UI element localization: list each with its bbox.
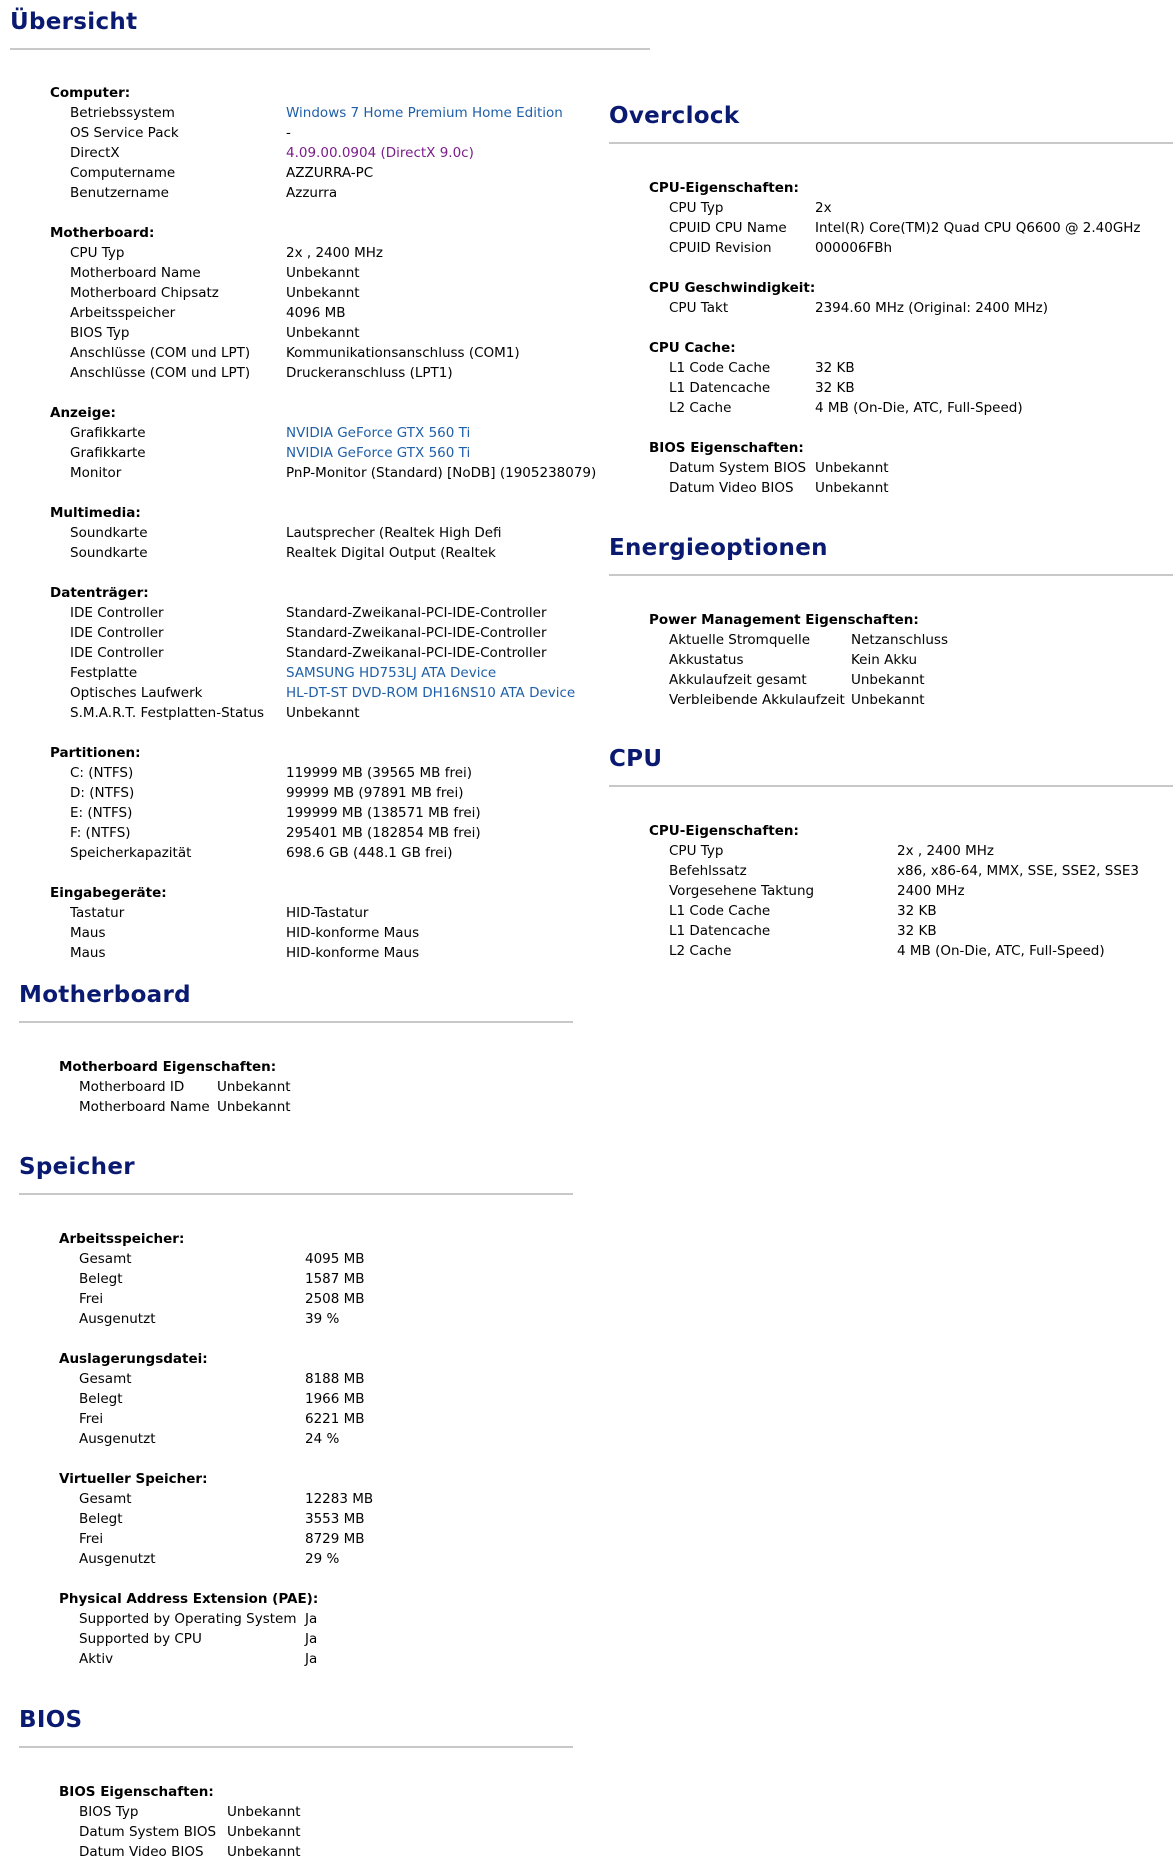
property-table: [59, 1369, 365, 1449]
property-row: [59, 1369, 365, 1389]
property-row: [649, 378, 1023, 398]
property-value: 698.6 GB (448.1 GB frei): [286, 845, 453, 861]
property-label: Maus: [70, 945, 106, 961]
property-label: Frei: [79, 1531, 104, 1547]
section-body: [609, 610, 1173, 710]
property-row: [50, 703, 575, 723]
property-row: [50, 543, 502, 563]
property-value: Realtek Digital Output (Realtek: [286, 545, 496, 561]
property-row: [50, 623, 575, 643]
property-row: [649, 398, 1023, 418]
property-value: Ja: [305, 1631, 318, 1647]
property-value: Standard-Zweikanal-PCI-IDE-Controller: [286, 625, 547, 641]
property-table: [59, 1609, 317, 1669]
property-label: Betriebssystem: [70, 105, 175, 121]
property-row: [50, 463, 596, 483]
group-title-bios-eigenschaften: BIOS Eigenschaften:: [59, 1784, 214, 1800]
property-value: HID-konforme Maus: [286, 925, 420, 941]
property-label: Befehlssatz: [669, 863, 747, 879]
section-title-bios: BIOS: [19, 1707, 83, 1733]
property-label: Frei: [79, 1291, 104, 1307]
group-spacer: [649, 258, 1173, 278]
property-row: [649, 298, 1048, 318]
property-table: [649, 358, 1023, 418]
property-label: Grafikkarte: [70, 425, 146, 441]
section-divider: [19, 1193, 573, 1195]
property-value: 3553 MB: [305, 1511, 365, 1527]
property-value: 24 %: [305, 1431, 340, 1447]
property-label: Ausgenutzt: [79, 1311, 156, 1327]
property-value: Druckeranschluss (LPT1): [286, 365, 453, 381]
property-label: Gesamt: [79, 1251, 132, 1267]
property-value: Unbekannt: [815, 460, 889, 476]
property-row: [649, 630, 948, 650]
property-value-link[interactable]: SAMSUNG HD753LJ ATA Device: [286, 665, 497, 681]
property-row: [649, 881, 1139, 901]
property-table: [649, 198, 1141, 258]
property-value: 8729 MB: [305, 1531, 365, 1547]
property-row: [59, 1842, 301, 1862]
property-row: [59, 1629, 317, 1649]
group-title-datentraeger: Datenträger:: [50, 585, 149, 601]
property-row: [649, 901, 1139, 921]
group-spacer: [59, 1569, 573, 1589]
group-title-physical-address-extension-pae: Physical Address Extension (PAE):: [59, 1591, 319, 1607]
property-table: [50, 423, 596, 483]
group-title-multimedia: Multimedia:: [50, 505, 141, 521]
section-uebersicht: [10, 8, 650, 963]
property-value: Standard-Zweikanal-PCI-IDE-Controller: [286, 605, 547, 621]
group-title-cpu-geschwindigkeit: CPU Geschwindigkeit:: [649, 280, 816, 296]
property-row: [50, 263, 520, 283]
property-label: Akkustatus: [669, 652, 744, 668]
property-table: [59, 1249, 365, 1329]
property-row: [649, 198, 1141, 218]
property-value: Ja: [305, 1651, 318, 1667]
property-label: CPUID CPU Name: [669, 220, 787, 236]
group-spacer: [59, 1449, 573, 1469]
property-label: Belegt: [79, 1391, 123, 1407]
property-value: -: [286, 125, 291, 141]
property-row: [59, 1509, 373, 1529]
property-table: [649, 841, 1139, 961]
property-value: 4096 MB: [286, 305, 346, 321]
section-divider: [19, 1021, 573, 1023]
property-value: Unbekannt: [217, 1079, 291, 1095]
property-row: [649, 238, 1141, 258]
property-label: Festplatte: [70, 665, 138, 681]
property-value: Azzurra: [286, 185, 338, 201]
property-label: Datum System BIOS: [79, 1824, 217, 1840]
property-label: C: (NTFS): [70, 765, 134, 781]
property-row: [59, 1549, 373, 1569]
section-title-cpu: CPU: [609, 746, 663, 772]
property-row: [649, 861, 1139, 881]
group-spacer: [50, 723, 650, 743]
property-label: Soundkarte: [70, 545, 148, 561]
group-spacer: [649, 318, 1173, 338]
group-title-partitionen: Partitionen:: [50, 745, 141, 761]
property-row: [649, 690, 948, 710]
property-label: Anschlüsse (COM und LPT): [70, 345, 251, 361]
property-row: [59, 1649, 317, 1669]
group-spacer: [649, 418, 1173, 438]
property-value: 2x: [815, 200, 832, 216]
property-value: 8188 MB: [305, 1371, 365, 1387]
property-row: [649, 650, 948, 670]
property-label: OS Service Pack: [70, 125, 179, 141]
property-table: [50, 903, 419, 963]
property-row: [649, 841, 1139, 861]
property-value: Unbekannt: [286, 265, 360, 281]
property-row: [50, 123, 563, 143]
property-row: [50, 303, 520, 323]
property-label: IDE Controller: [70, 645, 164, 661]
property-value: Kommunikationsanschluss (COM1): [286, 345, 520, 361]
property-value: 199999 MB (138571 MB frei): [286, 805, 481, 821]
property-table: [649, 298, 1048, 318]
property-value: Ja: [305, 1611, 318, 1627]
property-label: Gesamt: [79, 1371, 132, 1387]
section-divider: [19, 1746, 573, 1748]
property-row: [59, 1077, 291, 1097]
property-row: [59, 1822, 301, 1842]
section-divider: [609, 785, 1173, 787]
property-label: L1 Datencache: [669, 923, 771, 939]
property-value: 32 KB: [897, 923, 937, 939]
property-row: [59, 1097, 291, 1117]
property-row: [59, 1269, 365, 1289]
property-value: x86, x86-64, MMX, SSE, SSE2, SSE3: [897, 863, 1140, 879]
group-spacer: [59, 1329, 573, 1349]
section-energieoptionen: [609, 534, 1173, 710]
section-cpu: [609, 745, 1173, 961]
section-body: [609, 821, 1173, 961]
property-row: [50, 923, 419, 943]
property-value: Intel(R) Core(TM)2 Quad CPU Q6600 @ 2.40GHz: [815, 220, 1141, 236]
property-table: [59, 1489, 373, 1569]
property-row: [50, 803, 481, 823]
property-table: [59, 1802, 301, 1862]
property-row: [649, 218, 1141, 238]
property-row: [59, 1249, 365, 1269]
group-spacer: [50, 203, 650, 223]
group-title-anzeige: Anzeige:: [50, 405, 116, 421]
property-row: [50, 243, 520, 263]
group-title-cpu-cache: CPU Cache:: [649, 340, 736, 356]
property-label: Supported by CPU: [79, 1631, 202, 1647]
property-label: Motherboard Chipsatz: [70, 285, 219, 301]
section-body: [19, 1782, 573, 1862]
property-row: [59, 1489, 373, 1509]
property-row: [50, 903, 419, 923]
property-table: [50, 603, 575, 723]
property-value: 2400 MHz: [897, 883, 965, 899]
property-label: CPUID Revision: [669, 240, 772, 256]
property-value: 12283 MB: [305, 1491, 374, 1507]
property-row: [59, 1309, 365, 1329]
property-value: Kein Akku: [851, 652, 918, 668]
group-title-virtueller-speicher: Virtueller Speicher:: [59, 1471, 208, 1487]
group-title-arbeitsspeicher: Arbeitsspeicher:: [59, 1231, 185, 1247]
property-value: HID-Tastatur: [286, 905, 369, 921]
group-title-motherboard-eigenschaften: Motherboard Eigenschaften:: [59, 1059, 277, 1075]
property-label: L1 Code Cache: [669, 903, 771, 919]
property-row: [50, 443, 596, 463]
property-label: Belegt: [79, 1511, 123, 1527]
property-row: [50, 363, 520, 383]
property-value: PnP-Monitor (Standard) [NoDB] (1905238079): [286, 465, 597, 481]
property-label: Speicherkapazität: [70, 845, 192, 861]
property-label: Benutzername: [70, 185, 169, 201]
property-value: 119999 MB (39565 MB frei): [286, 765, 473, 781]
section-speicher: [19, 1153, 573, 1669]
property-label: Gesamt: [79, 1491, 132, 1507]
group-spacer: [50, 563, 650, 583]
property-table: [50, 243, 520, 383]
property-value: Unbekannt: [217, 1099, 291, 1115]
group-title-motherboard: Motherboard:: [50, 225, 155, 241]
property-label: Grafikkarte: [70, 445, 146, 461]
property-value: 4 MB (On-Die, ATC, Full-Speed): [815, 400, 1023, 416]
property-label: Datum Video BIOS: [79, 1844, 204, 1860]
property-value: 2x , 2400 MHz: [897, 843, 994, 859]
property-value: Lautsprecher (Realtek High Defi: [286, 525, 502, 541]
property-label: L1 Code Cache: [669, 360, 771, 376]
property-row: [649, 941, 1139, 961]
property-row: [50, 103, 563, 123]
section-bios: [19, 1706, 573, 1862]
group-spacer: [50, 863, 650, 883]
property-value: 29 %: [305, 1551, 340, 1567]
property-label: S.M.A.R.T. Festplatten-Status: [70, 705, 265, 721]
property-row: [59, 1389, 365, 1409]
property-value: Unbekannt: [815, 480, 889, 496]
group-title-auslagerungsdatei: Auslagerungsdatei:: [59, 1351, 208, 1367]
property-value: HID-konforme Maus: [286, 945, 420, 961]
property-label: F: (NTFS): [70, 825, 131, 841]
property-label: Aktuelle Stromquelle: [669, 632, 811, 648]
property-row: [649, 358, 1023, 378]
property-label: Motherboard ID: [79, 1079, 185, 1095]
property-value: 000006FBh: [815, 240, 893, 256]
property-value: Unbekannt: [227, 1804, 301, 1820]
property-value: Unbekannt: [227, 1824, 301, 1840]
property-label: Ausgenutzt: [79, 1431, 156, 1447]
section-divider: [609, 574, 1173, 576]
property-row: [50, 603, 575, 623]
section-body: [10, 83, 650, 963]
group-title-computer: Computer:: [50, 85, 131, 101]
property-label: Datum System BIOS: [669, 460, 807, 476]
property-label: D: (NTFS): [70, 785, 135, 801]
section-divider: [10, 48, 650, 50]
property-row: [50, 643, 575, 663]
property-value-link[interactable]: NVIDIA GeForce GTX 560 Ti: [286, 425, 471, 441]
group-title-bios-eigenschaften: BIOS Eigenschaften:: [649, 440, 804, 456]
section-title-speicher: Speicher: [19, 1154, 135, 1180]
property-value: 6221 MB: [305, 1411, 365, 1427]
property-label: Maus: [70, 925, 106, 941]
property-row: [59, 1609, 317, 1629]
section-body: [19, 1229, 573, 1669]
property-row: [50, 323, 520, 343]
property-label: Tastatur: [70, 905, 125, 921]
property-row: [50, 143, 563, 163]
property-label: CPU Typ: [70, 245, 125, 261]
property-row: [59, 1409, 365, 1429]
property-value: Netzanschluss: [851, 632, 948, 648]
property-table: [50, 103, 563, 203]
property-value: Unbekannt: [851, 692, 925, 708]
property-label: Datum Video BIOS: [669, 480, 794, 496]
section-body: [609, 178, 1173, 498]
property-label: Monitor: [70, 465, 122, 481]
group-title-cpu-eigenschaften: CPU-Eigenschaften:: [649, 180, 799, 196]
property-value: 99999 MB (97891 MB frei): [286, 785, 464, 801]
property-row: [649, 921, 1139, 941]
property-label: L2 Cache: [669, 400, 732, 416]
group-spacer: [50, 383, 650, 403]
property-value: Unbekannt: [227, 1844, 301, 1860]
property-value: AZZURRA-PC: [286, 165, 374, 181]
property-label: DirectX: [70, 145, 120, 161]
property-label: Verbleibende Akkulaufzeit: [669, 692, 845, 708]
property-label: IDE Controller: [70, 605, 164, 621]
section-divider: [609, 142, 1173, 144]
section-overclock: [609, 102, 1173, 498]
property-label: CPU Typ: [669, 200, 724, 216]
group-title-cpu-eigenschaften: CPU-Eigenschaften:: [649, 823, 799, 839]
section-title-uebersicht: Übersicht: [10, 9, 138, 35]
group-title-eingabegeraete: Eingabegeräte:: [50, 885, 167, 901]
property-label: Frei: [79, 1411, 104, 1427]
property-table: [649, 630, 948, 710]
property-label: Anschlüsse (COM und LPT): [70, 365, 251, 381]
property-value: 32 KB: [815, 360, 855, 376]
property-label: IDE Controller: [70, 625, 164, 641]
property-label: Soundkarte: [70, 525, 148, 541]
property-row: [50, 523, 502, 543]
property-table: [50, 763, 481, 863]
section-title-overclock: Overclock: [609, 103, 740, 129]
property-row: [50, 283, 520, 303]
property-value-link[interactable]: 4.09.00.0904 (DirectX 9.0c): [286, 145, 474, 161]
property-value-link[interactable]: HL-DT-ST DVD-ROM DH16NS10 ATA Device: [286, 685, 576, 701]
property-label: Computername: [70, 165, 176, 181]
property-label: Motherboard Name: [79, 1099, 210, 1115]
property-row: [50, 423, 596, 443]
property-table: [59, 1077, 291, 1117]
property-value: 1966 MB: [305, 1391, 365, 1407]
property-label: Arbeitsspeicher: [70, 305, 176, 321]
property-value: 4095 MB: [305, 1251, 365, 1267]
property-row: [50, 783, 481, 803]
property-label: Akkulaufzeit gesamt: [669, 672, 807, 688]
property-value-link[interactable]: NVIDIA GeForce GTX 560 Ti: [286, 445, 471, 461]
property-value: Unbekannt: [286, 285, 360, 301]
property-row: [50, 763, 481, 783]
property-row: [50, 943, 419, 963]
property-value: 295401 MB (182854 MB frei): [286, 825, 481, 841]
property-value: 39 %: [305, 1311, 340, 1327]
property-label: Vorgesehene Taktung: [669, 883, 815, 899]
property-row: [50, 183, 563, 203]
property-label: E: (NTFS): [70, 805, 133, 821]
property-row: [50, 343, 520, 363]
property-value: Unbekannt: [851, 672, 925, 688]
property-value-link[interactable]: Windows 7 Home Premium Home Edition: [286, 105, 563, 121]
property-row: [50, 163, 563, 183]
property-table: [649, 458, 889, 498]
property-value: Unbekannt: [286, 325, 360, 341]
property-table: [50, 523, 502, 563]
property-value: 32 KB: [815, 380, 855, 396]
property-value: Unbekannt: [286, 705, 360, 721]
property-value: 1587 MB: [305, 1271, 365, 1287]
section-motherboard: [19, 981, 573, 1117]
property-label: L1 Datencache: [669, 380, 771, 396]
property-row: [649, 458, 889, 478]
group-spacer: [50, 483, 650, 503]
group-title-power-management-eigenschaften: Power Management Eigenschaften:: [649, 612, 919, 628]
property-row: [50, 663, 575, 683]
section-body: [19, 1057, 573, 1117]
property-row: [649, 670, 948, 690]
property-row: [649, 478, 889, 498]
property-label: BIOS Typ: [79, 1804, 139, 1820]
property-value: Standard-Zweikanal-PCI-IDE-Controller: [286, 645, 547, 661]
section-title-motherboard: Motherboard: [19, 982, 191, 1008]
property-label: BIOS Typ: [70, 325, 130, 341]
property-row: [59, 1529, 373, 1549]
property-row: [59, 1429, 365, 1449]
property-value: 32 KB: [897, 903, 937, 919]
property-label: Aktiv: [79, 1651, 114, 1667]
property-label: CPU Typ: [669, 843, 724, 859]
property-row: [50, 683, 575, 703]
property-row: [59, 1802, 301, 1822]
section-title-energieoptionen: Energieoptionen: [609, 535, 828, 561]
property-label: Optisches Laufwerk: [70, 685, 203, 701]
property-value: 4 MB (On-Die, ATC, Full-Speed): [897, 943, 1105, 959]
property-label: CPU Takt: [669, 300, 729, 316]
property-row: [50, 843, 481, 863]
property-value: 2508 MB: [305, 1291, 365, 1307]
property-value: 2394.60 MHz (Original: 2400 MHz): [815, 300, 1049, 316]
property-label: Belegt: [79, 1271, 123, 1287]
property-label: Motherboard Name: [70, 265, 201, 281]
property-label: L2 Cache: [669, 943, 732, 959]
property-label: Supported by Operating System: [79, 1611, 297, 1627]
property-row: [50, 823, 481, 843]
property-row: [59, 1289, 365, 1309]
property-label: Ausgenutzt: [79, 1551, 156, 1567]
property-value: 2x , 2400 MHz: [286, 245, 383, 261]
